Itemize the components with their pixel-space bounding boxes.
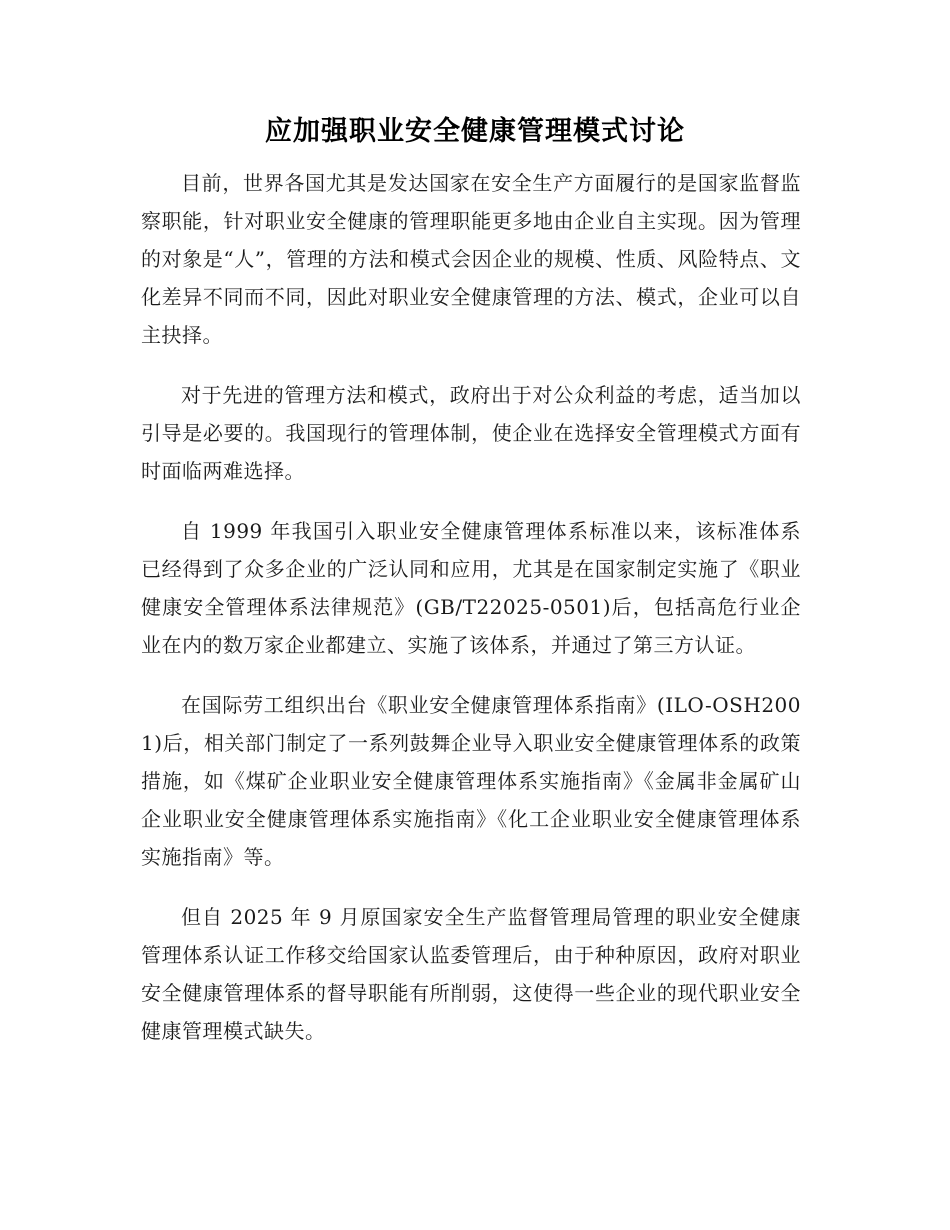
paragraph-2: 对于先进的管理方法和模式，政府出于对公众利益的考虑，适当加以引导是必要的。我国现行的管理体制，使企业在选择安全管理模式方面有时面临两难选择。 — [141, 383, 801, 483]
paragraph-3: 自 1999 年我国引入职业安全健康管理体系标准以来，该标准体系已经得到了众多企业的广泛认同和应用，尤其是在国家制定实施了《职业健康安全管理体系法律规范》(GB/T22025-0501)后，包括高危行业企业在内的数万家企业都建立、实施了该体系，并通过了第三方认证。 — [141, 519, 801, 657]
paragraph-5: 但自 2025 年 9 月原国家安全生产监督管理局管理的职业安全健康管理体系认证工作移交给国家认监委管理后，由于种种原因，政府对职业安全健康管理体系的督导职能有所削弱，这使得一些企业的现代职业安全健康管理模式缺失。 — [141, 905, 801, 1043]
document-title: 应加强职业安全健康管理模式讨论 — [265, 116, 685, 147]
paragraph-4: 在国际劳工组织出台《职业安全健康管理体系指南》(ILO-OSH2001)后，相关部门制定了一系列鼓舞企业导入职业安全健康管理体系的政策措施，如《煤矿企业职业安全健康管理体系实施指南》《金属非金属矿山企业职业安全健康管理体系实施指南》《化工企业职业安全健康管理体系实施指南》等。 — [141, 693, 801, 869]
document-body — [141, 164, 801, 1072]
paragraph-1: 目前，世界各国尤其是发达国家在安全生产方面履行的是国家监督监察职能，针对职业安全健康的管理职能更多地由企业自主实现。因为管理的对象是“人”，管理的方法和模式会因企业的规模、性质、风险特点、文化差异不同而不同，因此对职业安全健康管理的方法、模式，企业可以自主抉择。 — [141, 171, 801, 347]
